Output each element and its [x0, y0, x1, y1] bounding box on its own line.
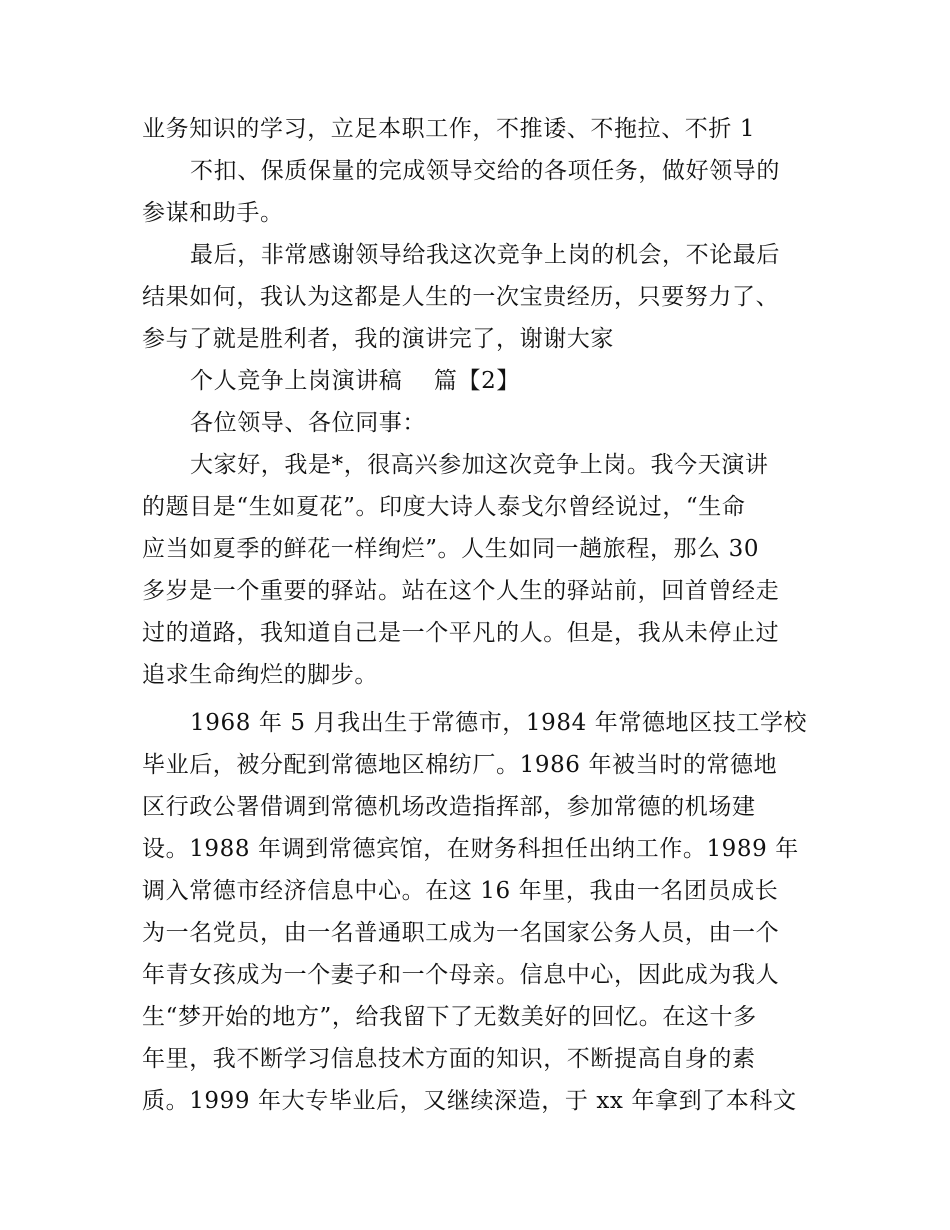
text-line: 1968 年 5 月我出生于常德市，1984 年常德地区技工学校: [190, 710, 808, 736]
text-line: 过的道路，我知道自己是一个平凡的人。但是，我从未停止过: [142, 620, 780, 646]
text-line: 区行政公署借调到常德机场改造指挥部，参加常德的机场建: [142, 794, 756, 820]
text-line: 不扣、保质保量的完成领导交给的各项任务，做好领导的: [190, 158, 780, 184]
text-line: 业务知识的学习，立足本职工作，不推诿、不拖拉、不折 1: [142, 116, 756, 142]
text-line: 追求生命绚烂的脚步。: [142, 662, 378, 688]
salutation: 各位领导、各位同事：: [190, 410, 426, 436]
text-line: 最后，非常感谢领导给我这次竞争上岗的机会，不论最后: [190, 242, 780, 268]
text-line: 应当如夏季的鲜花一样绚烂”。人生如同一趟旅程，那么 30: [142, 536, 760, 562]
text-line: 多岁是一个重要的驿站。站在这个人生的驿站前，回首曾经走: [142, 578, 780, 604]
text-line: 生“梦开始的地方”，给我留下了无数美好的回忆。在这十多: [142, 1004, 757, 1030]
text-line: 设。1988 年调到常德宾馆，在财务科担任出纳工作。1989 年: [142, 836, 799, 862]
text-line: 大家好，我是*，很高兴参加这次竞争上岗。我今天演讲: [190, 452, 769, 478]
text-line: 参谋和助手。: [142, 200, 284, 226]
text-line: 质。1999 年大专毕业后，又继续深造，于 xx 年拿到了本科文: [142, 1088, 797, 1114]
text-line: 的题目是“生如夏花”。印度大诗人泰戈尔曾经说过，“生命: [142, 494, 746, 520]
text-line: 调入常德市经济信息中心。在这 16 年里，我由一名团员成长: [142, 878, 779, 904]
text-line: 结果如何，我认为这都是人生的一次宝贵经历，只要努力了、: [142, 284, 780, 310]
text-line: 为一名党员，由一名普通职工成为一名国家公务人员，由一个: [142, 920, 780, 946]
text-line: 参与了就是胜利者，我的演讲完了，谢谢大家: [142, 326, 614, 352]
section-heading: 个人竞争上岗演讲稿 篇【2】: [190, 368, 520, 394]
text-line: 年里，我不断学习信息技术方面的知识，不断提高自身的素: [142, 1046, 756, 1072]
text-line: 毕业后，被分配到常德地区棉纺厂。1986 年被当时的常德地: [142, 752, 778, 778]
text-line: 年青女孩成为一个妻子和一个母亲。信息中心，因此成为我人: [142, 962, 780, 988]
